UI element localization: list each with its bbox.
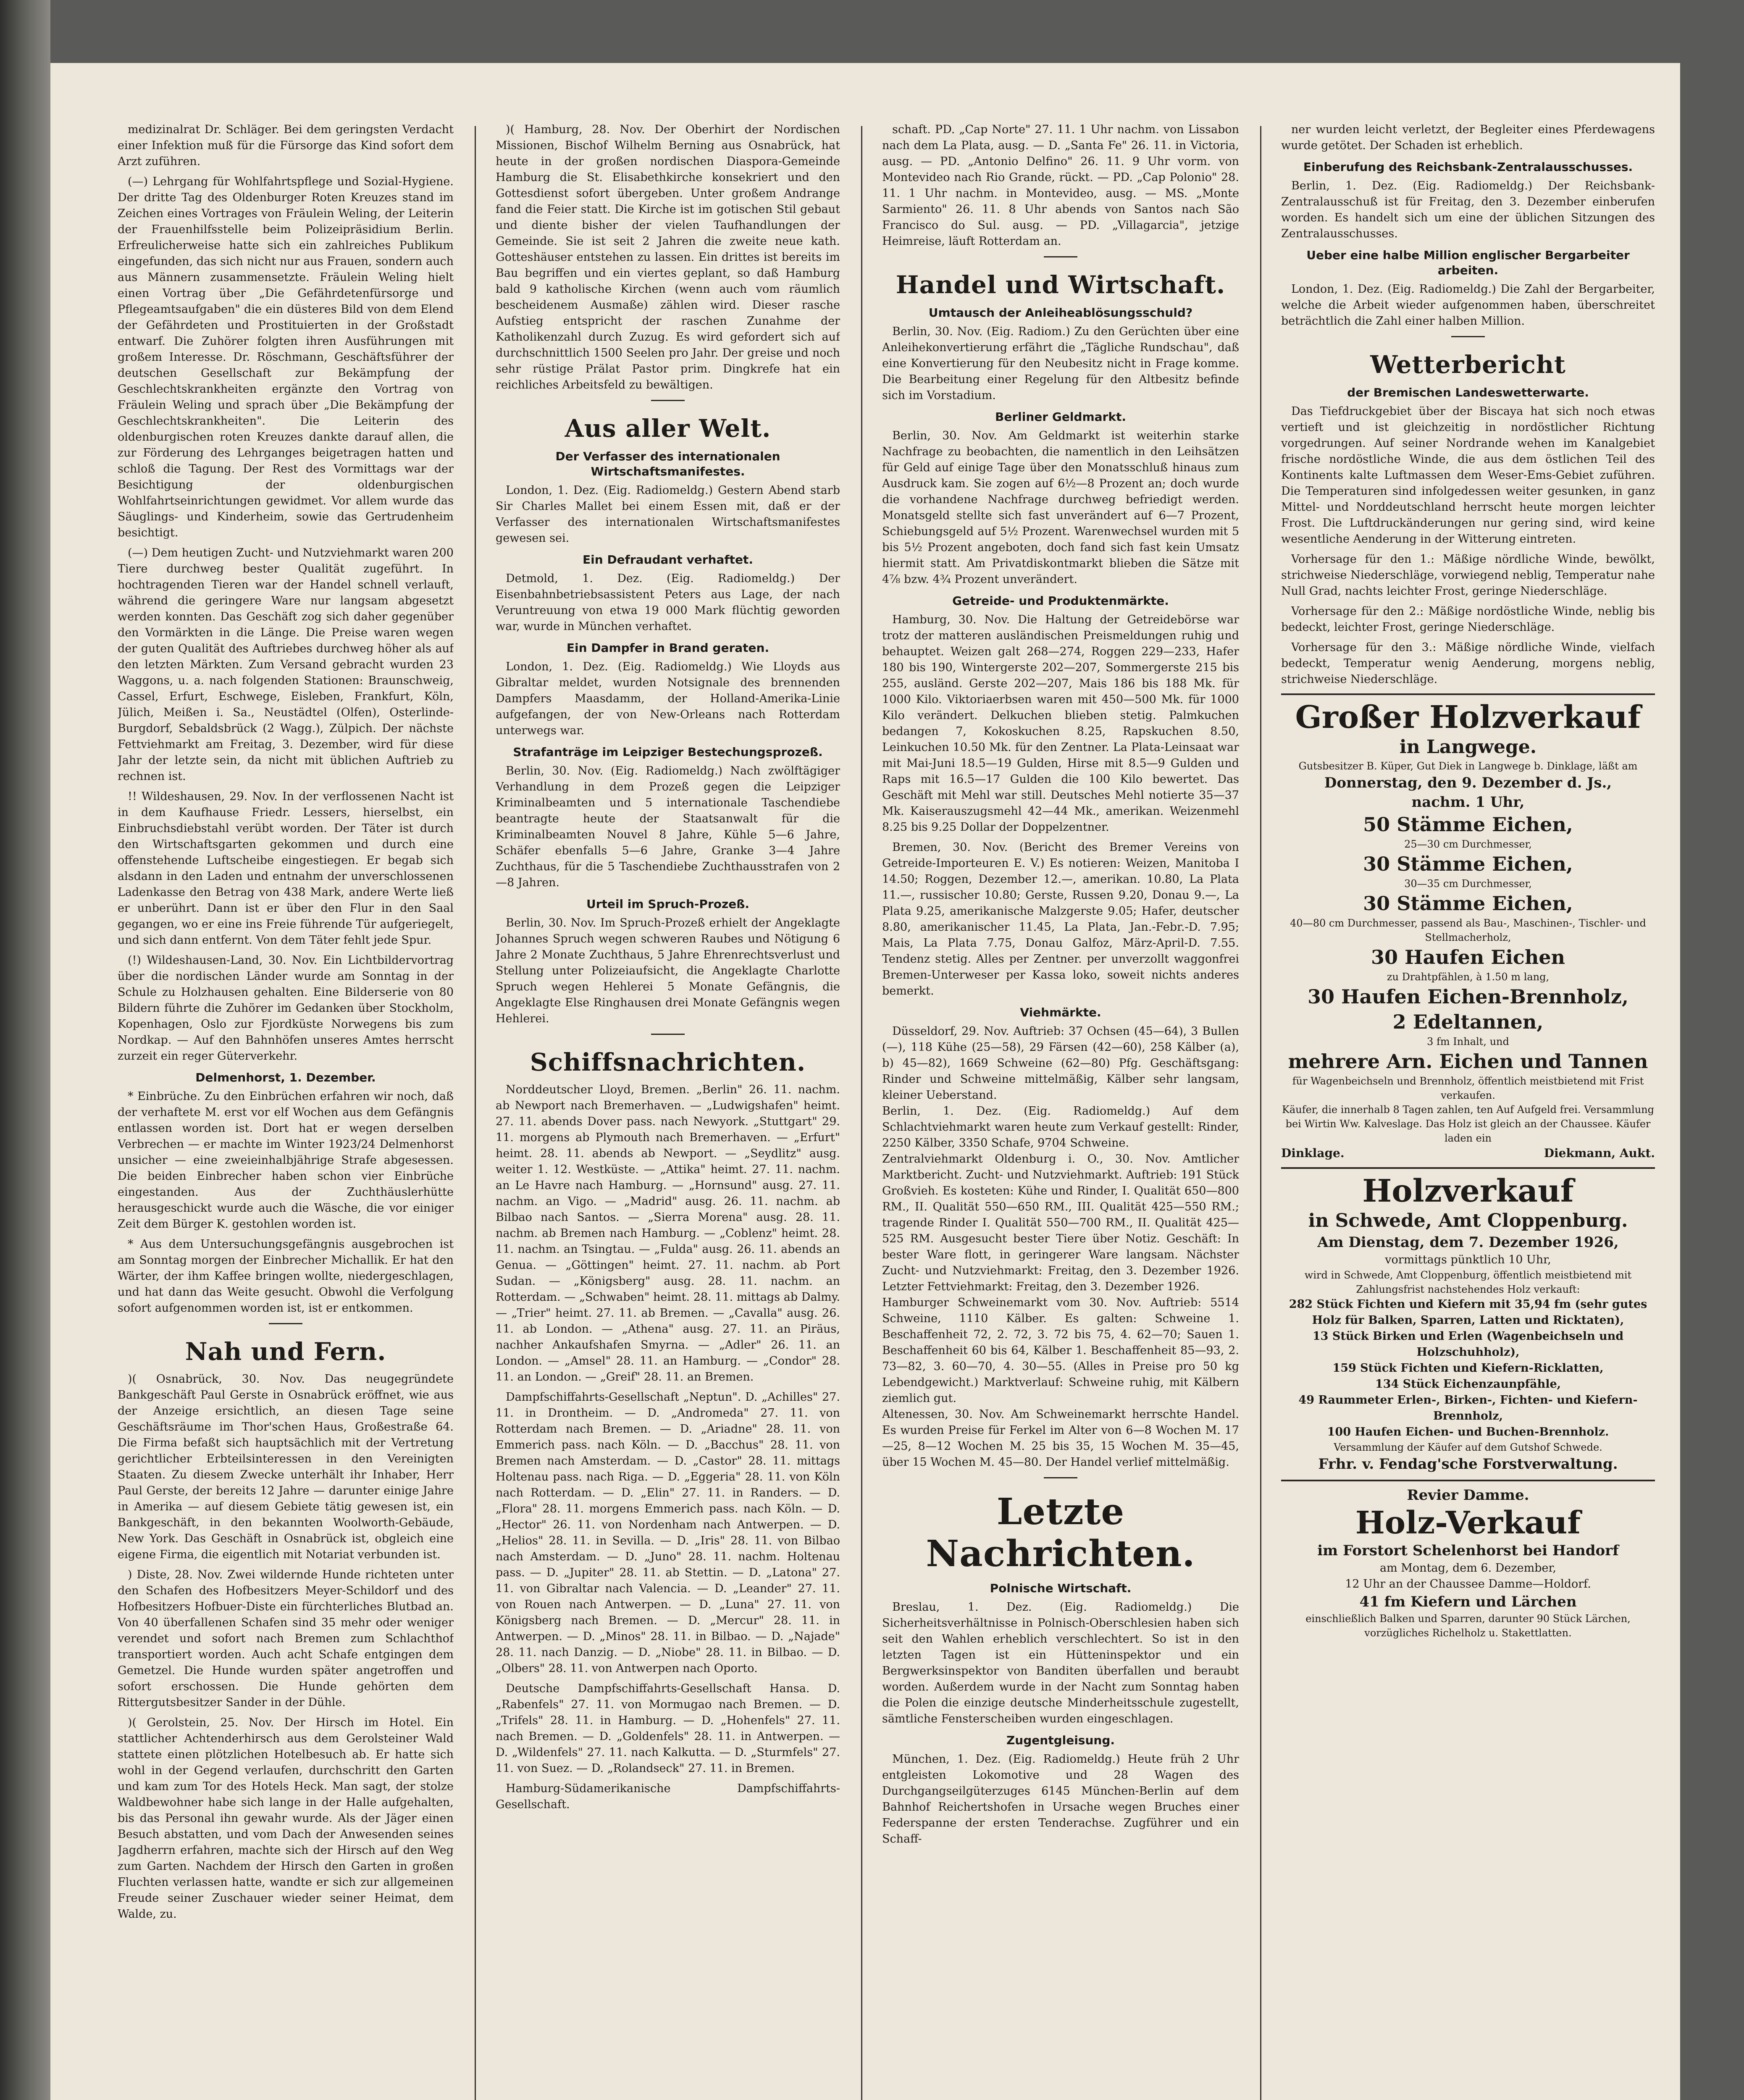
article-paragraph: Vorhersage für den 2.: Mäßige nordöstliche Winde, neblig bis bedeckt, leichter Frost, geringe Niederschläge. [1281,605,1655,634]
column-rule [1260,126,1261,2100]
column-2 [496,122,840,2100]
column-3 [882,122,1239,2100]
ad-text: Gutsbesitzer B. Küper, Gut Diek in Langwege b. Dinklage, läßt am [1298,760,1638,772]
article-heading: Ein Defraudant verhaftet. [583,553,753,567]
article-paragraph: Vorhersage für den 1.: Mäßige nördliche Winde, bewölkt, strichweise Niederschläge, vorwiegend neblig, Temperatur nahe Null Grad, nachts leichter Frost, geringe Niederschläge. [1281,553,1655,598]
separator [269,1323,302,1324]
article-paragraph: Detmold, 1. Dez. (Eig. Radiomeldg.) Der Eisenbahnbetriebsassistent Peters aus Lage, der nach Veruntreuung von etwa 19 000 Mark flüchtig geworden war, wurde in München verhaftet. [496,572,840,633]
ad-signature-place: Dinklage. [1281,1146,1345,1160]
dateline-heading: Delmenhorst, 1. Dezember. [195,1071,376,1084]
ad-subtitle: im Forstort Schelenhorst bei Handorf [1317,1542,1619,1559]
article-paragraph: schaft. PD. „Cap Norte" 27. 11. 1 Uhr nachm. von Lissabon nach dem La Plata, ausg. — D. „Santa Fe" 26. 11. in Victoria, ausg. — PD. „Antonio Delfino" 26. 11. 9 Uhr vorm. von Montevideo nach Rio Grande, rückt. — PD. „Cap Polonio" 28. 11. 1 Uhr nachm. in Montevideo, ausg. — MS. „Monte Sarmiento" 26. 11. 8 Uhr abends von Santos nach São Francisco do Sul. ausg. — PD. „Villagarcia", jetzige Heimreise, läuft Rotterdam an. [882,123,1239,248]
article-paragraph: London, 1. Dez. (Eig. Radiomeldg.) Gestern Abend starb Sir Charles Mallet bei einem Essen mit, daß er der Verfasser des internationalen Wirtschaftsmanifestes gewesen sei. [496,484,840,545]
section-title-nah-fern: Nah und Fern. [185,1337,386,1366]
section-title-wetterbericht: Wetterbericht [1370,350,1566,379]
article-paragraph: !! Wildeshausen, 29. Nov. In der verflossenen Nacht ist in dem Kaufhause Friedr. Lessers, hierselbst, ein Einbruchsdiebstahl verübt worden. Der Täter ist durch den Wirtschaftsgarten gekommen und durch eine offenstehende Luftscheibe eingestiegen. Er begab sich alsdann in den Laden und entnahm der unverschlossenen Ladenkasse den Betrag von 438 Mark, andere Werte ließ er unberührt. Dann ist er über den Flur in den Saal gegangen, wo er eine ins Freie führende Tür aufgeriegelt, und sich dann entfernt. Von dem Täter fehlt jede Spur. [118,790,454,947]
ad-title: Großer Holzverkauf [1295,699,1641,735]
ad-subtitle: in Schwede, Amt Cloppenburg. [1308,1210,1628,1231]
article-paragraph: ) Diste, 28. Nov. Zwei wildernde Hunde richteten unter den Schafen des Hofbesitzers Meyer-Schildorf und des Hofbesitzers Hofbuer-Diste ein fürchterliches Blutbad an. Von 40 überfallenen Schafen sind 35 mehr oder weniger verendet und sofort nach Bremen zum Schlachthof transportiert worden. Auch acht Schafe entgingen dem Gemetzel. Die Hunde wurden später angetroffen und sofort erschossen. Die Hunde gehörten dem Rittergutsbesitzer Sander in der Dühle. [118,1568,454,1709]
article-heading: Urteil im Spruch-Prozeß. [586,897,750,911]
ad-note: einschließlich Balken und Sparren, darunter 90 Stück Lärchen, vorzügliches Richelholz u. Stakettlatten. [1305,1613,1631,1639]
article-paragraph: Breslau, 1. Dez. (Eig. Radiomeldg.) Die Sicherheitsverhältnisse in Polnisch-Oberschlesien haben sich seit den Wahlen erheblich verschlechtert. So ist in den letzten Tagen ist ein Hütteninspektor und ein Bergwerksinspektor von Banditen überfallen und beraubt worden. Außerdem wurde in der Nacht zum Sonntag haben die Polen die einzige deutsche Minderheitsschule zugestellt, sämtliche Fensterscheiben wurden eingeschlagen. [882,1601,1239,1725]
ad-item: 100 Haufen Eichen- und Buchen-Brennholz. [1327,1425,1609,1438]
article-paragraph: Deutsche Dampfschiffahrts-Gesellschaft Hansa. D. „Rabenfels" 27. 11. von Mormugao nach Bremen. — D. „Trifels" 28. 11. in Hamburg. — D. „Hohenfels" 27. 11. nach Bremen. — D. „Goldenfels" 28. 11. in Antwerpen. — D. „Wildenfels" 27. 11. nach Kalkutta. — D. „Sturmfels" 27. 11. von Suez. — D. „Rolandseck" 27. 11. in Bremen. [496,1682,840,1775]
article-heading: Zugentgleisung. [1006,1733,1115,1747]
section-title-handel: Handel und Wirtschaft. [896,270,1226,299]
ad-item-detail: für Wagenbeichseln und Brennholz, öffentlich meistbietend mit Frist verkaufen. [1292,1075,1644,1101]
article-paragraph: London, 1. Dez. (Eig. Radiomeldg.) Wie Lloyds aus Gibraltar meldet, wurden Notsignale des brennenden Dampfers Maasdamm, der Holland-Amerika-Linie aufgefangen, der von New-Orleans nach Rotterdam unterwegs war. [496,660,840,737]
article-paragraph: (—) Dem heutigen Zucht- und Nutzviehmarkt waren 200 Tiere durchweg bester Qualität zugeführt. In hochtragenden Tieren war der Handel schnell verlauft, während die geringere Ware nur langsam abgesetzt werden konnten. Das Geschäft zog sich daher gegenüber den Vormärkten in die Länge. Die Preise waren wegen der guten Qualität des Auftriebes durchweg höher als auf den letzten Märkten. Zum Versand gebracht wurden 23 Waggons, u. a. nach folgenden Stationen: Braunschweig, Cassel, Erfurt, Eschwege, Eisleben, Frankfurt, Köln, Jülich, Meißen i. Sa., Neustädtel (Olfen), Osterlinde-Burgdorf, Sebaldsbrück (2 Wagg.), Zülpich. Der nächste Fettviehmarkt am Freitag, 3. Dezember, wird für diese Jahr der letzte sein, da nicht mit üblichen Auftrieb zu rechnen ist. [118,546,454,783]
column-rule [475,126,476,2100]
article-paragraph: Berlin, 30. Nov. (Eig. Radiomeldg.) Nach zwölftägiger Verhandlung in dem Prozeß gegen die Leipziger Kriminalbeamten und 5 internationale Taschendiebe beantragte heute der Staatsanwalt für die Kriminalbeamten Nouvel 8 Jahre, Kühle 5—6 Jahre, Schäfer ebenfalls 5—6 Jahre, Granke 3—4 Jahre Zuchthaus, für die 5 Taschendiebe Zuchthausstrafen von 2—8 Jahren. [496,764,840,889]
separator [1044,1477,1077,1478]
ad-date: am Montag, dem 6. Dezember, [1380,1562,1556,1575]
ad-item: 50 Stämme Eichen, [1363,813,1573,836]
advertisement-holzverkauf-schwede [1281,1167,1655,1474]
article-heading: Berliner Geldmarkt. [995,410,1126,424]
column-1 [118,122,454,2100]
separator [1044,256,1077,257]
ad-note: Käufer, die innerhalb 8 Tagen zahlen, ten Auf Aufgeld frei. Versammlung bei Wirtin Ww. Kalveslage. Das Holz ist gleich an der Chaussee. Käufer laden ein [1282,1104,1654,1144]
article-paragraph: Berlin, 30. Nov. Im Spruch-Prozeß erhielt der Angeklagte Johannes Spruch wegen schweren Raubes und Nötigung 6 Jahre 2 Monate Zuchthaus, 5 Jahre Ehrenrechtsverlust und Stellung unter Polizeiaufsicht, die Angeklagte Charlotte Spruch wegen Hehlerei 5 Monate Gefängnis, die Angeklagte Else Ringhausen drei Monate Gefängnis wegen Hehlerei. [496,916,840,1025]
advertisement-holzverkauf-damme [1281,1480,1655,1640]
advertisement-holzverkauf-langwege [1281,693,1655,1161]
article-paragraph: Vorhersage für den 3.: Mäßige nördliche Winde, vielfach bedeckt, Temperatur wenig Aenderung, morgens neblig, strichweise Niederschläge. [1281,641,1655,686]
newspaper-page [50,63,1680,2100]
article-paragraph: Berlin, 30. Nov. Am Geldmarkt ist weiterhin starke Nachfrage zu beobachten, die namentlich in den Leihsätzen für Geld auf einige Tage über den Monatsschluß hinaus zum Ausdruck kam. Sie zogen auf 6½—8 Prozent an; doch wurde die vorhandene Nachfrage durchweg befriedigt werden. Monatsgeld stellte sich fast unverändert auf 6—7 Prozent, Schiebungsgeld auf 5½ Prozent. Warenwechsel wurden mit 5 bis 5½ Prozent angeboten, doch fand sich fast kein Umsatz hiermit statt. Am Privatdiskontmarkt blieben die Sätze mit 4⅞ bzw. 4¾ Prozent unverändert. [882,429,1239,586]
article-heading: Viehmärkte. [1020,1005,1101,1019]
ad-item-detail: 25—30 cm Durchmesser, [1404,838,1532,850]
separator [651,400,685,401]
article-paragraph: Das Tiefdruckgebiet über der Biscaya hat sich noch etwas vertieft und ist gleichzeitig in nordöstlicher Richtung vorgedrungen. Auf seiner Nordrande wehen im Kanalgebiet frische nordöstliche Winde, die aus dem östlichen Teil des Kontinents kalte Luftmassen dem Weser-Ems-Gebiet zuführen. Die Temperaturen sind infolgedessen weiter gesunken, in ganz Mittel- und Norddeutschland herrscht heute morgen leichter Frost. Die Luftdruckänderungen nur gering sind, wird keine wesentliche Aenderung in der Witterung eintreten. [1281,405,1655,546]
article-subheading: der Bremischen Landeswetterwarte. [1347,386,1589,399]
ad-title: Holz-Verkauf [1355,1505,1581,1541]
ad-item: 30 Stämme Eichen, [1363,853,1573,875]
article-heading: Strafanträge im Leipziger Bestechungsprozeß. [513,745,823,759]
article-heading: Der Verfasser des internationalen Wirtschaftsmanifestes. [555,449,780,478]
ad-item-detail: 3 fm Inhalt, und [1427,1036,1509,1047]
article-heading: Einberufung des Reichsbank-Zentralausschusses. [1303,160,1633,174]
article-paragraph: Bremen, 30. Nov. (Bericht des Bremer Vereins von Getreide-Importeuren E. V.) Es notieren: Weizen, Manitoba I 14.50; Roggen, Dezember 12.—, amerikan. 10.80, La Plata 11.—, russischer 10.80; Gerste, Russen 9.20, Donau 9.—, La Plata 9.25, amerikanische Malzgerste 9.05; Hafer, deutscher 8.80, amerikanischer 11.45, La Plata, Jan.-Febr.-D. 7.95; Mais, La Plata 7.75, Donau Galfoz, März-April-D. 7.55. Tendenz stetig. Alles per Zentner. per unverzollt waggonfrei Bremen-Unterweser per Kassa loko, soweit nichts anderes bemerkt. [882,841,1239,998]
article-paragraph: medizinalrat Dr. Schläger. Bei dem geringsten Verdacht einer Infektion muß für die Fürsorge das Kind sofort dem Arzt zuführen. [118,123,454,168]
separator [651,1034,685,1035]
ad-item: 30 Haufen Eichen-Brennholz, [1307,985,1629,1008]
ad-time: 12 Uhr an der Chaussee Damme—Holdorf. [1345,1578,1591,1591]
ad-item: mehrere Arn. Eichen und Tannen [1288,1050,1648,1073]
article-heading: Ueber eine halbe Million englischer Bergarbeiter arbeiten. [1306,248,1630,277]
ad-time: vormittags pünktlich 10 Uhr, [1385,1253,1551,1266]
ad-signature: Frhr. v. Fendag'sche Forstverwaltung. [1318,1456,1618,1473]
ad-time: nachm. 1 Uhr, [1411,794,1525,811]
ad-signature [1281,1145,1655,1161]
ad-item-detail: 30—35 cm Durchmesser, [1404,878,1532,890]
ad-item: 41 fm Kiefern und Lärchen [1359,1593,1577,1610]
article-paragraph: Düsseldorf, 29. Nov. Auftrieb: 37 Ochsen (45—64), 3 Bullen (—), 118 Kühe (25—58), 29 Färsen (42—60), 258 Kälber (a), b) 45—82), 1669 Schweine (62—80) Pfg. Geschäftsgang: Rinder und Schweine mittelmäßig, Kälber sehr langsam, kleiner Ueberstand. Berlin, 1. Dez. (Eig. Radiomeldg.) Auf dem Schlachtviehmarkt waren heute zum Verkauf gestellt: Rinder, 2250 Kälber, 3350 Schafe, 9704 Schweine. Zentralviehmarkt Oldenburg i. O., 30. Nov. Amtlicher Marktbericht. Zucht- und Nutzviehmarkt. Auftrieb: 191 Stück Großvieh. Es kosteten: Kühe und Rinder, I. Qualität 650—800 RM., II. Qualität 550—650 RM., III. Qualität 425—550 RM.; tragende Rinder I. Qualität 550—700 RM., II. Qualität 425—525 RM. Ausgesucht bester Tiere über Notiz. Geschäft: In bester Ware flott, in geringerer Ware langsam. Nächster Zucht- und Nutzviehmarkt: Freitag, den 3. Dezember 1926. Letzter Fettviehmarkt: Freitag, den 3. Dezember 1926. Hamburger Schweinemarkt vom 30. Nov. Auftrieb: 5514 Schweine, 1110 Kälber. Es galten: Schweine 1. Beschaffenheit 72, 2. 72, 3. 72 bis 75, 4. 62—70; Sauen 1. Beschaffenheit 60 bis 64, Kälber 1. Beschaffenheit 85—93, 2. 73—82, 3. 60—70, 4. 30—55. (Alles in Preise pro 50 kg Lebendgewicht.) Marktverlauf: Schweine ruhig, mit Kälbern ziemlich gut. Altenessen, 30. Nov. Am Schweinemarkt herrschte Handel. Es wurden Preise für Ferkel im Alter von 6—8 Wochen M. 17—25, 8—12 Wochen M. 25 bis 35, 15 Wochen M. 35—45, über 15 Wochen M. 45—80. Der Handel verlief mittelmäßig. [882,1025,1239,1469]
article-paragraph: Hamburg-Südamerikanische Dampfschiffahrts-Gesellschaft. [496,1782,840,1811]
ad-item: 30 Stämme Eichen, [1363,892,1573,915]
article-paragraph: )( Osnabrück, 30. Nov. Das neugegründete Bankgeschäft Paul Gerste in Osnabrück eröffnet, wie aus der Anzeige ersichtlich, an diesen Tage seine Geschäftsräume im Thor'schen Haus, Großestraße 64. Die Firma befaßt sich hauptsächlich mit der Vertretung gerichtlicher Erbteilsinteressen in den Vereinigten Staaten. Zu diesem Zwecke unterhält ihr Inhaber, Herr Paul Gerste, der bereits 12 Jahre — darunter einige Jahre in Amerika — auf diesem Gebiete tätig gewesen ist, ein Bankgeschäft, in den bekannten Woolworth-Gebäude, New York. Das Geschäft in Osnabrück ist, obgleich eine eigene Firma, die eigentlich mit Notariat verbunden ist. [118,1373,454,1561]
column-4 [1281,122,1655,2100]
ad-item-detail: 40—80 cm Durchmesser, passend als Bau-, Maschinen-, Tischler- und Stellmacherholz, [1290,917,1646,943]
article-paragraph: London, 1. Dez. (Eig. Radiomeldg.) Die Zahl der Bergarbeiter, welche die Arbeit wieder aufgenommen haben, überschreitet beträchtlich die Zahl einer halben Million. [1281,283,1655,328]
article-paragraph: * Einbrüche. Zu den Einbrüchen erfahren wir noch, daß der verhaftete M. erst vor elf Wochen aus dem Gefängnis entlassen worden ist. Dort hat er wegen derselben Verbrechen — er machte im Winter 1923/24 Delmenhorst unsicher — eine zweieinhalbjährige Strafe abgesessen. Die beiden Einbrecher haben schon vier Einbrüche eingestanden. Aus der Zuchthäuslerhütte herausgeschickt wurde auch die Wäsche, die vor einiger Zeit dem Bürger K. gestohlen worden ist. [118,1090,454,1231]
ad-pretitle: Revier Damme. [1407,1487,1529,1504]
article-paragraph: ner wurden leicht verletzt, der Begleiter eines Pferdewagens wurde getötet. Der Schaden ist erheblich. [1281,123,1655,152]
article-paragraph: Berlin, 30. Nov. (Eig. Radiom.) Zu den Gerüchten über eine Anleihekonvertierung erfährt die „Tägliche Rundschau", daß eine Konvertierung für den Neubesitz nicht in Frage komme. Die Bearbeitung einer Regelung für den Altbesitz befinde sich im Vorstadium. [882,325,1239,402]
ad-item: 49 Raummeter Erlen-, Birken-, Fichten- und Kiefern-Brennholz, [1298,1394,1638,1423]
ad-item-detail: zu Drahtpfählen, à 1.50 m lang, [1387,971,1550,983]
section-title-aus-aller-welt: Aus aller Welt. [565,414,771,443]
ad-date: Donnerstag, den 9. Dezember d. Js., [1324,774,1612,791]
article-paragraph: )( Hamburg, 28. Nov. Der Oberhirt der Nordischen Missionen, Bischof Wilhelm Berning aus Osnabrück, hat heute in der großen nordischen Diaspora-Gemeinde Hamburg die St. Elisabethkirche konsekriert und den Gottesdienst sofort übergeben. Unter großem Andrange fand die Feier statt. Die Kirche ist im gotischen Stil gebaut und diente bisher der vielen Taufhandlungen der Gemeinde. Sie ist seit 2 Jahren die zweite neue kath. Gotteshäuser entstehen zu lassen. Ein drittes ist bereits im Bau begriffen und ein viertes geplant, so daß Hamburg bald 9 katholische Kirchen (wenn auch vom räumlich bescheidenem Ausmaße) zählen wird. Dieser rasche Aufstieg entspricht der raschen Zunahme der Katholikenzahl durch Zuzug. Es wird gefordert sich auf durchschnittlich 1500 Seelen pro Jahr. Der greise und noch sehr rüstige Prälat Pastor prim. Dingkrefe hat ein reichliches Arbeitsfeld zu bewältigen. [496,123,840,391]
column-rule [861,126,862,2100]
article-paragraph: Dampfschiffahrts-Gesellschaft „Neptun". D. „Achilles" 27. 11. in Drontheim. — D. „Andromeda" 27. 11. von Rotterdam nach Bremen. — D. „Ariadne" 28. 11. von Emmerich pass. nach Köln. — D. „Bacchus" 28. 11. von Bremen nach Amsterdam. — D. „Castor" 28. 11. mittags Holtenau pass. nach Riga. — D. „Eggeria" 28. 11. von Köln nach Rotterdam. — D. „Elin" 27. 11. in Randers. — D. „Flora" 28. 11. morgens Emmerich pass. nach Köln. — D. „Hector" 26. 11. von Nordenham nach Antwerpen. — D. „Helios" 28. 11. in Sevilla. — D. „Iris" 28. 11. von Bilbao nach Amsterdam. — D. „Juno" 28. 11. nachm. Holtenau pass. — D. „Jupiter" 28. 11. ab Stettin. — D. „Latona" 27. 11. von Gibraltar nach Valencia. — D. „Leander" 27. 11. von Rouen nach Antwerpen. — D. „Luna" 27. 11. von Königsberg nach Bremen. — D. „Mercur" 28. 11. in Antwerpen. — D. „Minos" 28. 11. in Bilbao. — D. „Najade" 28. 11. nach Danzig. — D. „Niobe" 28. 11. in Bilbao. — D. „Olbers" 28. 11. von Antwerpen nach Oporto. [496,1391,840,1675]
article-heading: Polnische Wirtschaft. [990,1581,1132,1595]
separator [1451,336,1485,337]
section-title-letzte-nachrichten: Letzte Nachrichten. [926,1491,1195,1575]
ad-date: Am Dienstag, dem 7. Dezember 1926, [1317,1234,1619,1251]
article-paragraph: Berlin, 1. Dez. (Eig. Radiomeldg.) Der Reichsbank-Zentralausschuß ist für Freitag, den 3. Dezember einberufen worden. Es handelt sich um eine der üblichen Sitzungen des Zentralausschusses. [1281,179,1655,240]
article-paragraph: )( Gerolstein, 25. Nov. Der Hirsch im Hotel. Ein stattlicher Achtenderhirsch aus dem Gerolsteiner Wald stattete einen plötzlichen Hotelbesuch ab. Er hatte sich wohl in der Gegend verlaufen, durchschritt den Garten und kam zum Tor des Hotels Heck. Man sagt, der stolze Waldbewohner habe sich lange in der Halle aufgehalten, bis das Personal ihn gewahr wurde. Als der Jäger einen Besuch abstatten, und vom Dach der Anwesenden seines Jagdherrn erfahren, machte sich der Hirsch auf den Weg zum Garten. Nachdem der Hirsch den Garten in großen Fluchten verlassen hatte, wandte er sich zur allgemeinen Freude seiner Zuschauer wieder seiner Heimat, dem Walde, zu. [118,1716,454,1921]
ad-note: Versammlung der Käufer auf dem Gutshof Schwede. [1334,1441,1602,1453]
article-paragraph: (!) Wildeshausen-Land, 30. Nov. Ein Lichtbildervortrag über die nordischen Länder wurde am Sonntag in der Schule zu Holzhausen gehalten. Eine Bilderserie von 80 Bildern führte die Zuhörer im Gedanken über Stockholm, Kopenhagen, Oslo zur Fjordküste Norwegens bis zum Nordkap. — Auf den Bahnhöfen unseres Amtes herrscht zurzeit ein reger Güterverkehr. [118,954,454,1063]
ad-subtitle: in Langwege. [1399,736,1537,758]
article-heading: Umtausch der Anleiheablösungsschuld? [928,306,1193,320]
ad-item: 134 Stück Eichenzaunpfähle, [1375,1378,1561,1391]
article-paragraph: (—) Lehrgang für Wohlfahrtspflege und Sozial-Hygiene. Der dritte Tag des Oldenburger Roten Kreuzes stand im Zeichen eines Vortrages von Fräulein Weling, der Leiterin der Frauenhilfsstelle beim Polizeipräsidium Berlin. Erfreulicherweise hatte sich ein zahlreiches Publikum eingefunden, das sich nicht nur aus Frauen, sondern auch aus Männern zusammensetzte. Fräulein Weling hielt einen Vortrag über „Die Gefährdetenfürsorge und Pflegeamtsaufgaben" die ein düsteres Bild von dem Elend der Gefährdeten und Prostituierten in der Großstadt entwarf. Die Zuhörer folgten ihren Ausführungen mit großem Interesse. Dr. Röschmann, Geschäftsführer der deutschen Gesellschaft zur Bekämpfung der Geschlechtskrankheiten ergänzte den Vortrag von Fräulein Weling und sprach über „Die Bekämpfung der Geschlechtskrankheiten". Die Leiterin des oldenburgischen roten Kreuzes dankte darauf allen, die zur Förderung des Lehrganges beigetragen hatten und schloß die Tagung. Der Rest des Vormittags war der Besichtigung der oldenburgischen Wohlfahrtseinrichtungen gewidmet. Vor allem wurde das Säuglings- und Kinderheim, sowie das Gertrudenheim besichtigt. [118,175,454,539]
ad-title: Holzverkauf [1362,1173,1574,1209]
article-heading: Ein Dampfer in Brand geraten. [566,641,770,655]
ad-item: 2 Edeltannen, [1392,1011,1544,1033]
ad-item: 30 Haufen Eichen [1371,946,1565,969]
section-title-schiffsnachrichten: Schiffsnachrichten. [530,1048,806,1076]
ad-item: 159 Stück Fichten und Kiefern-Ricklatten, [1332,1362,1604,1375]
ad-text: wird in Schwede, Amt Cloppenburg, öffentlich meistbietend mit Zahlungsfrist nachstehendes Holz verkauft: [1304,1269,1632,1295]
ad-signature-name: Diekmann, Aukt. [1544,1146,1655,1160]
ad-item: 282 Stück Fichten und Kiefern mit 35,94 fm (sehr gutes Holz für Balken, Sparren, Latten und Ricktaten), [1289,1298,1647,1327]
article-heading: Getreide- und Produktenmärkte. [952,594,1169,608]
article-paragraph: * Aus dem Untersuchungsgefängnis ausgebrochen ist am Sonntag morgen der Einbrecher Michallik. Er hat den Wärter, der ihm Kaffee bringen wollte, niedergeschlagen, und hat dann das Weite gesucht. Obwohl die Verfolgung sofort aufgenommen worden ist, ist er entkommen. [118,1238,454,1315]
article-paragraph: München, 1. Dez. (Eig. Radiomeldg.) Heute früh 2 Uhr entgleisten Lokomotive und 28 Wagen des Durchgangseilgüterzuges 6145 München-Berlin auf dem Bahnhof Reichertshofen in Ursache wegen Bruches einer Federspanne der ersten Tenderachse. Zugführer und ein Schaff- [882,1753,1239,1845]
article-paragraph: Norddeutscher Lloyd, Bremen. „Berlin" 26. 11. nachm. ab Newport nach Bremerhaven. — „Ludwigshafen" heimt. 27. 11. abends Dover pass. nach Newyork. „Stuttgart" 29. 11. morgens ab Plymouth nach Bremerhaven. — „Erfurt" heimt. 28. 11. abends ab Newport. — „Seydlitz" ausg. weiter 1. 12. Westküste. — „Attika" heimt. 27. 11. nachm. an Le Havre nach Hamburg. — „Hornsund" ausg. 27. 11. nachm. an Vigo. — „Madrid" ausg. 26. 11. nachm. ab Bilbao nach Santos. — „Sierra Morena" ausg. 28. 11. nachm. ab Bremen nach Hamburg. — „Coblenz" heimt. 28. 11. nachm. an Tsingtau. — „Fulda" ausg. 26. 11. abends an Genua. — „Göttingen" heimt. 27. 11. nachm. ab Port Sudan. — „Königsberg" ausg. 28. 11. nachm. an Rotterdam. — „Schwaben" heimt. 28. 11. mittags ab Dalmy. — „Trier" heimt. 27. 11. ab Bremen. — „Cavalla" ausg. 26. 11. ab London. — „Athena" ausg. 27. 11. an Piräus, nachher Ankaufshafen Smyrna. — „Adler" 26. 11. an London. — „Amsel" 28. 11. an Hamburg. — „Condor" 28. 11. an London. — „Greif" 28. 11. an Bremen. [496,1083,840,1383]
scanner-edge [0,0,50,2100]
article-paragraph: Hamburg, 30. Nov. Die Haltung der Getreidebörse war trotz der matteren ausländischen Preismeldungen ruhig und behauptet. Weizen galt 268—274, Roggen 229—233, Hafer 180 bis 190, Wintergerste 202—207, Sommergerste 215 bis 255, ausländ. Gerste 202—207, Mais 186 bis 188 Mk. für 1000 Kilo. Viktoriaerbsen waren mit 450—500 Mk. für 1000 Kilo verändert. Delkuchen blieben stetig. Palmkuchen bedangen 7, Kokoskuchen 8.25, Rapskuchen 8.50, Leinkuchen 10.50 Mk. für den Zentner. La Plata-Leinsaat war mit Mai-Juni 18.5—19 Gulden, Hirse mit 8.5—9 Gulden und Raps mit 16.5—17 Gulden die 100 Kilo bewertet. Das Geschäft mit Mehl war still. Deutsches Mehl notierte 35—37 Mk. Kaiserauszugsmehl 42—44 Mk., amerikan. Weizenmehl 8.25 bis 9.25 Dollar der Doppelzentner. [882,613,1239,834]
ad-item: 13 Stück Birken und Erlen (Wagenbeichseln und Holzschuhholz), [1312,1330,1624,1359]
